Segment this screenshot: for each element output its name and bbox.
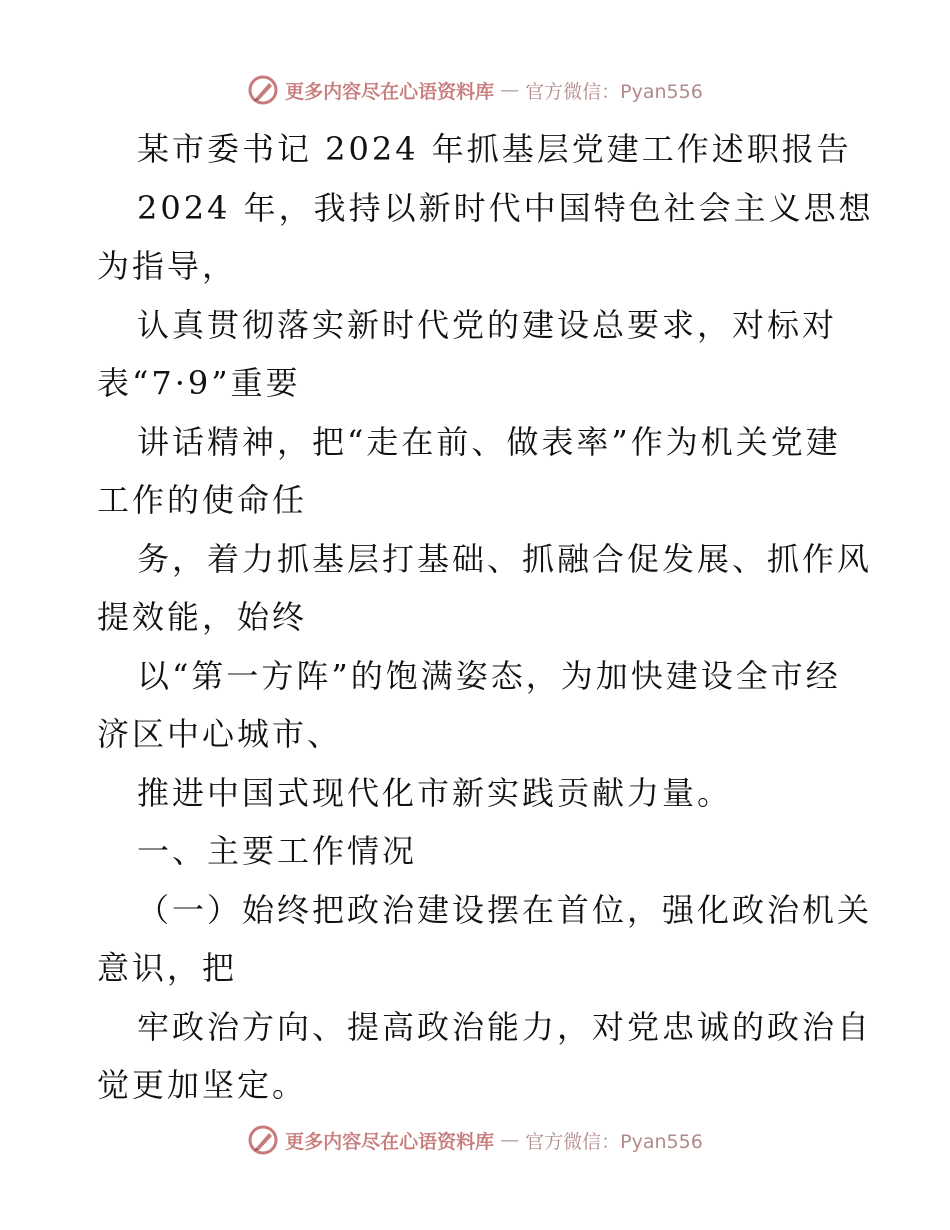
text-line: 工作的使命任 — [97, 481, 308, 519]
text-line: 推进中国式现代化市新实践贡献力量。 — [137, 773, 733, 812]
text-line: 讲话精神，把“走在前、做表率”作为机关党建 — [137, 422, 841, 461]
text-line: 牢政治方向、提高政治能力，对党忠诚的政治自 — [137, 1007, 873, 1046]
document-body — [97, 120, 874, 1115]
text-line: 2024 年，我持以新时代中国特色社会主义思想 — [137, 188, 874, 227]
quill-pen-icon — [247, 1124, 279, 1156]
watermark-banner-bottom — [0, 1120, 950, 1160]
watermark-main-text: 更多内容尽在心语资料库 — [285, 1130, 495, 1153]
text-line: 提效能，始终 — [97, 598, 308, 636]
watermark-main-text: 更多内容尽在心语资料库 — [285, 80, 495, 103]
text-line: 以“第一方阵”的饱满姿态，为加快建设全市经 — [137, 656, 841, 695]
text-line: 意识，把 — [97, 949, 238, 987]
subsection-heading: （一）始终把政治建设摆在首位，强化政治机关 — [137, 890, 873, 929]
document-title: 某市委书记 2024 年抓基层党建工作述职报告 — [137, 130, 852, 168]
text-line: 表“7·9”重要 — [97, 364, 301, 402]
watermark-separator: — — [500, 79, 520, 101]
text-line: 认真贯彻落实新时代党的建设总要求，对标对 — [137, 305, 838, 344]
text-line: 觉更加坚定。 — [97, 1066, 308, 1104]
text-line: 济区中心城市、 — [97, 715, 343, 753]
text-line: 务，着力抓基层打基础、抓融合促发展、抓作风 — [137, 539, 873, 578]
watermark-sub-text: 官方微信：Pyan556 — [525, 1130, 703, 1153]
watermark-banner-top — [0, 70, 950, 110]
section-heading: 一、主要工作情况 — [137, 832, 418, 870]
text-line: 为指导， — [97, 247, 238, 285]
watermark-separator: — — [500, 1129, 520, 1151]
quill-pen-icon — [247, 74, 279, 106]
watermark-sub-text: 官方微信：Pyan556 — [525, 80, 703, 103]
